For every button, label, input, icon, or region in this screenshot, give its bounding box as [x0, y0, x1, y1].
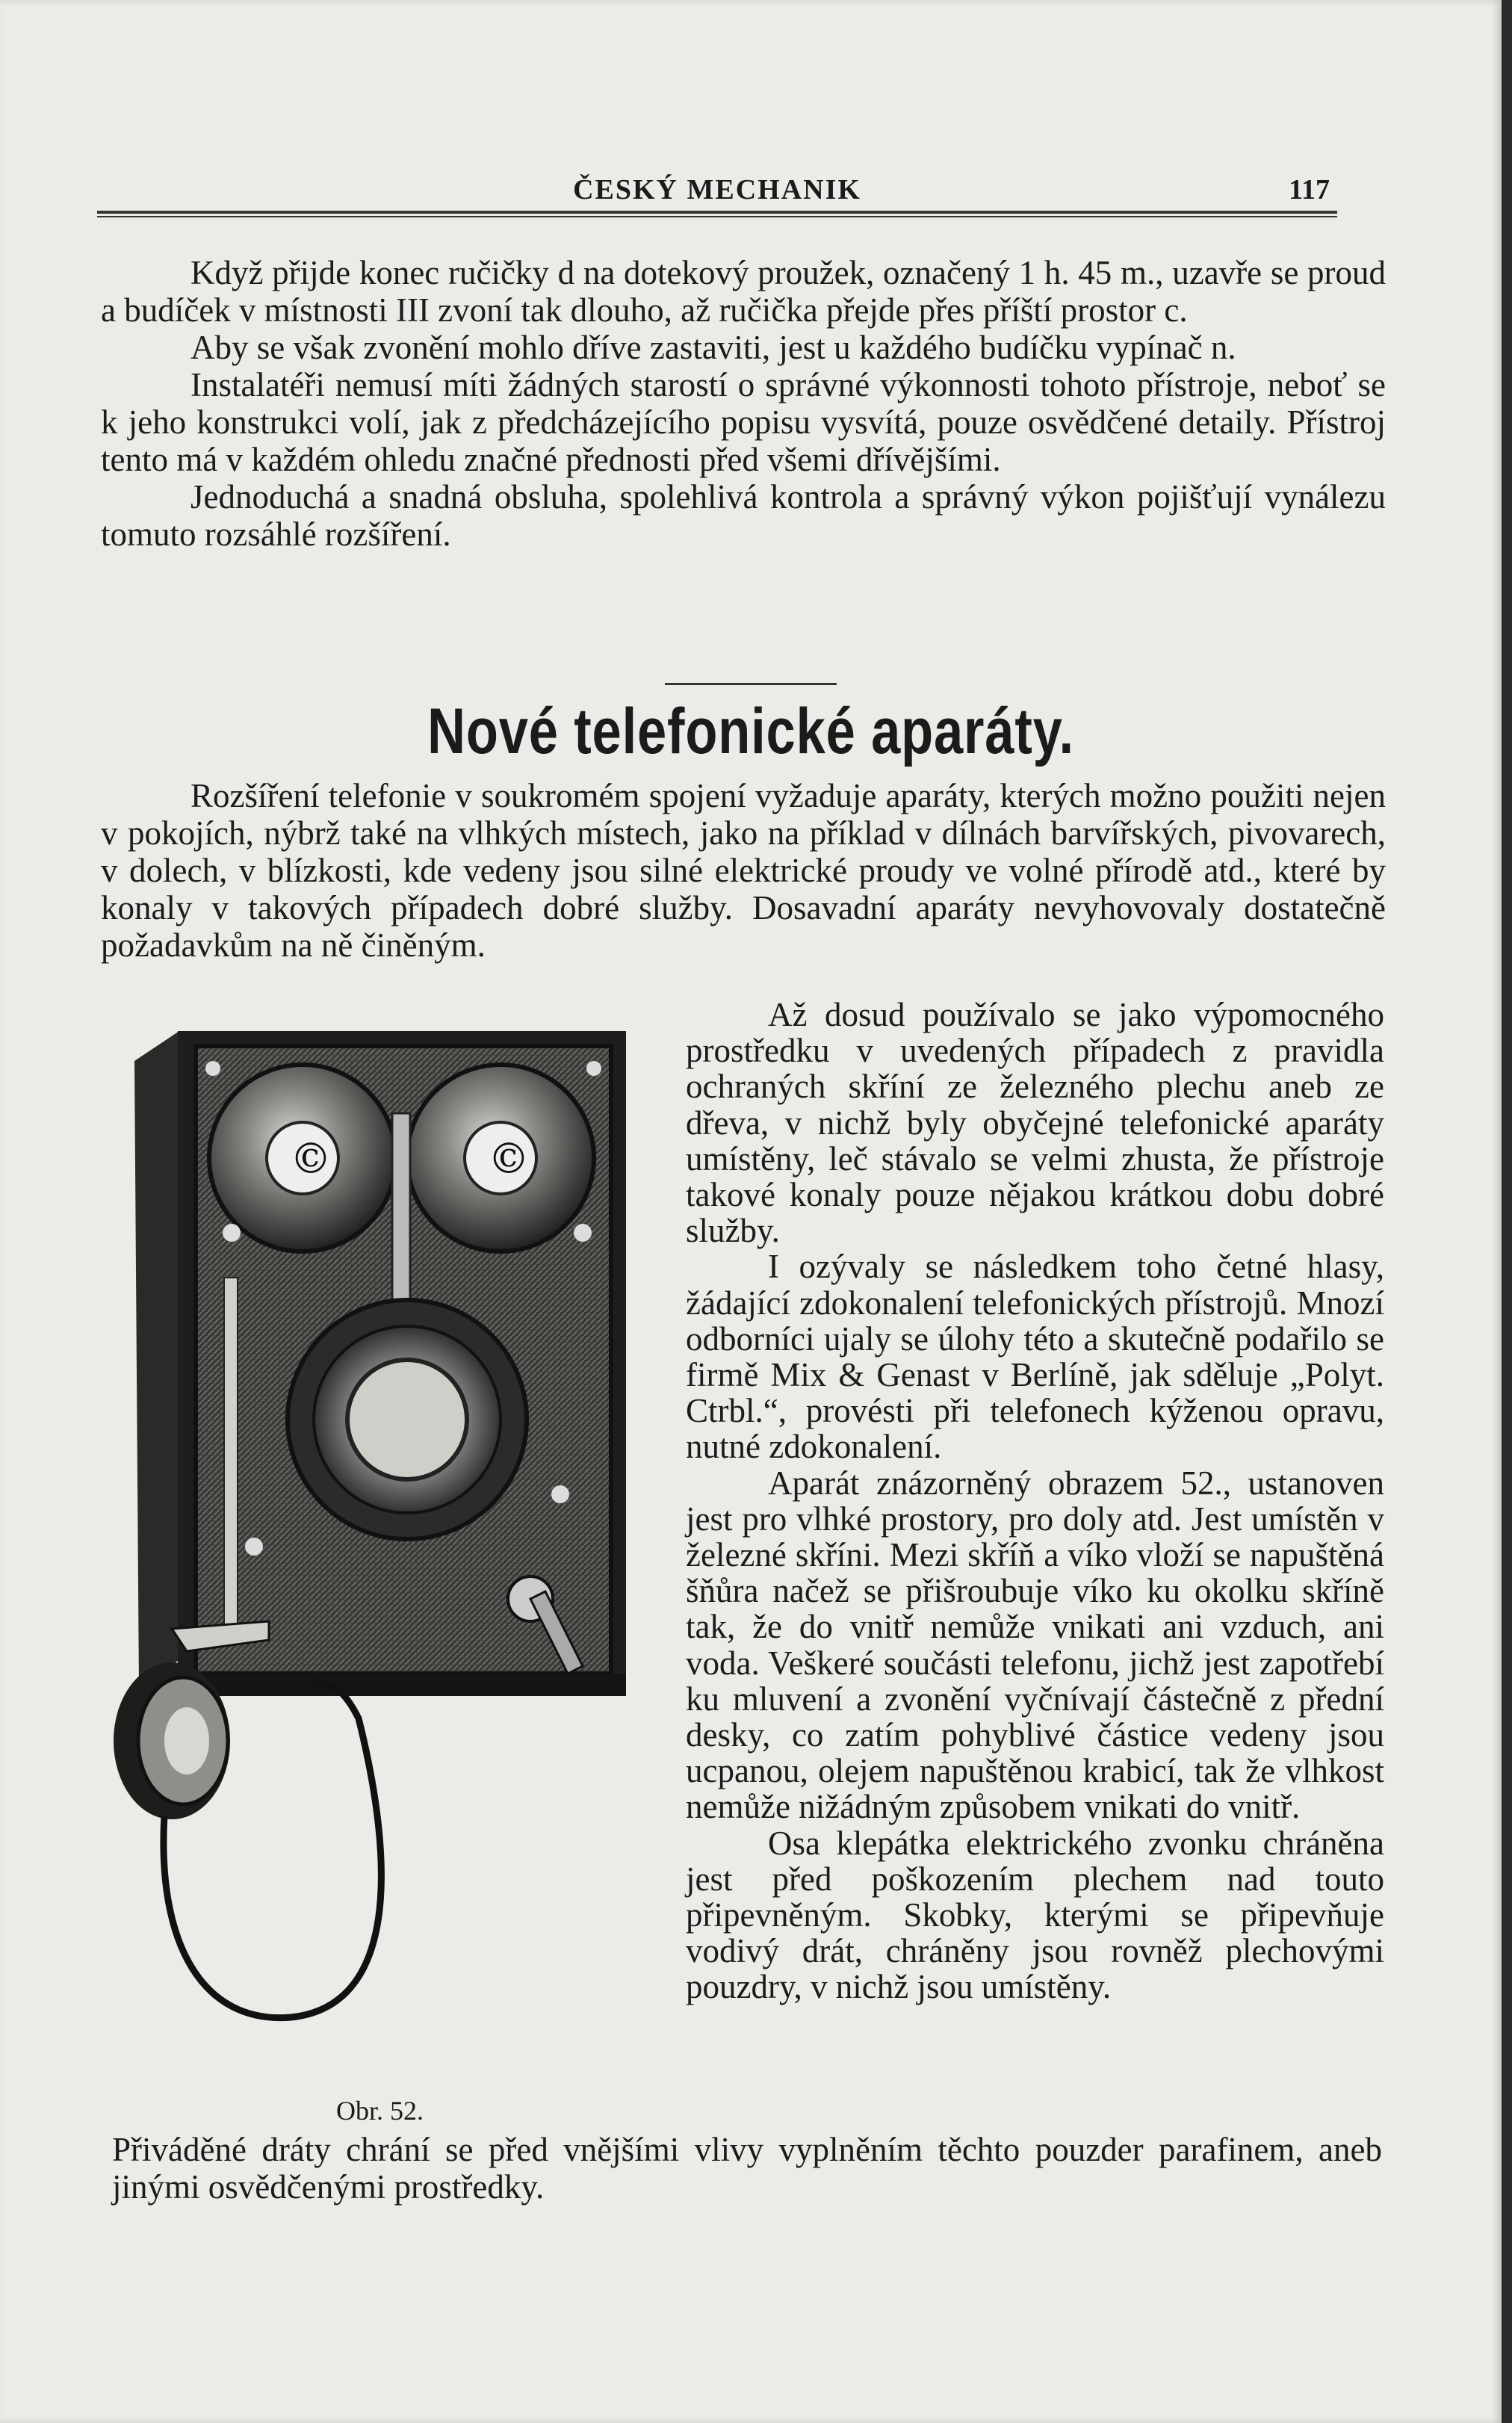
- running-header: [97, 170, 1337, 215]
- column-paragraph: Osa klepátka elektrického zvonku chráněna jest před poškozením plechem nad touto připevněným. Skobky, kterými se připevňuje vodivý drát, chráněny jsou rovněž plechovými pouzdry, v nichž jsou umístěny.: [686, 1824, 1384, 2006]
- section-intro-paragraph: Rozšíření telefonie v soukromém spojení vyžaduje aparáty, kterých možno použiti nejen v pokojích, nýbrž také na vlhkých místech, jako na příklad v dílnách barvířských, pivovarech, v dolech, v blízkosti, kde vedeny jsou silné elektrické proudy ve volné přírodě atd., které by konaly v takových případech dobré služby. Dosavadní aparáty nevyhovovaly dostatečně požadavkům na ně činěným.: [101, 777, 1386, 964]
- journal-title: ČESKÝ MECHANIK: [573, 174, 861, 205]
- intro-text: [101, 254, 1386, 553]
- page-number: 117: [1289, 174, 1330, 205]
- closing-paragraph: Přiváděné dráty chrání se před vnějšími vlivy vyplněním těchto pouzder parafinem, aneb jinými osvědčenými prostředky.: [112, 2131, 1382, 2206]
- intro-paragraph: Když přijde konec ručičky d na dotekový proužek, označený 1 h. 45 m., uzavře se proud a budíček v místnosti III zvoní tak dlouho, až ručička přejde přes příští prostor c.: [101, 254, 1386, 329]
- svg-text:©: ©: [290, 1135, 332, 1183]
- section-heading: Nové telefonické aparáty.: [427, 696, 1074, 767]
- figure-caption: Obr. 52.: [336, 2096, 424, 2126]
- column-paragraph: I ozývaly se následkem toho četné hlasy, žádající zdokonalení telefonických přístrojů. Mnozí odborníci ujaly se úlohy této a skutečně podařilo se firmě Mix & Genast v Berlíně, jak sděluje „Polyt. Ctrbl.“, provésti při telefonech kýženou opravu, nutné zdokonalení.: [686, 1248, 1384, 1466]
- column-paragraph: Aparát znázorněný obrazem 52., ustanoven jest pro vlhké prostory, pro doly atd. Jest umístěn v železné skříni. Mezi skříň a víko vloží se napuštěná šňůra načež se přišroubuje víko ku okolku skříně tak, že do vnitř nemůže vnikati ani vzduch, ani voda. Veškeré součásti telefonu, jichž jest zapotřebí ku mluvení a zvonění vyčnívají částečně z přední desky, co zatím pohyblivé částice vedeny jsou ucpanou, olejem napuštěnou krabicí, tak že vlhkost nemůže nižádným způsobem vnikati do vnitř.: [686, 1464, 1384, 1826]
- intro-paragraph: Instalatéři nemusí míti žádných starostí o správné výkonnosti tohoto přístroje, neboť se k jeho konstrukci volí, jak z předcházejícího popisu vysvítá, pouze osvědčené detaily. Přístroj tento má v každém ohledu značné přednosti před všemi dřívějšími.: [101, 366, 1386, 478]
- telephone-illustration: [112, 1031, 657, 2099]
- closing-text: [112, 2131, 1382, 2206]
- column-paragraph: Až dosud používalo se jako výpomocného prostředku v uvedených případech z pravidla ochraných skříní ze železného plechu aneb ze dřeva, v nichž byly obyčejné telefonické aparáty umístěny, leč stávalo se velmi zhusta, že přístroje takové konaly pouze nějakou krátkou dobu dobré služby.: [686, 996, 1384, 1250]
- svg-text:©: ©: [488, 1135, 530, 1183]
- intro-paragraph: Jednoduchá a snadná obsluha, spolehlivá kontrola a správný výkon pojišťují vynálezu tomuto rozsáhlé rozšíření.: [101, 478, 1386, 553]
- section-divider: [665, 683, 837, 685]
- header-rule: [97, 211, 1337, 217]
- telephone-apparatus-icon: [112, 1031, 657, 2099]
- intro-paragraph: Aby se však zvonění mohlo dříve zastaviti, jest u každého budíčku vypínač n.: [190, 329, 1236, 366]
- side-column-text: [686, 997, 1384, 2005]
- section-intro-text: [101, 777, 1386, 964]
